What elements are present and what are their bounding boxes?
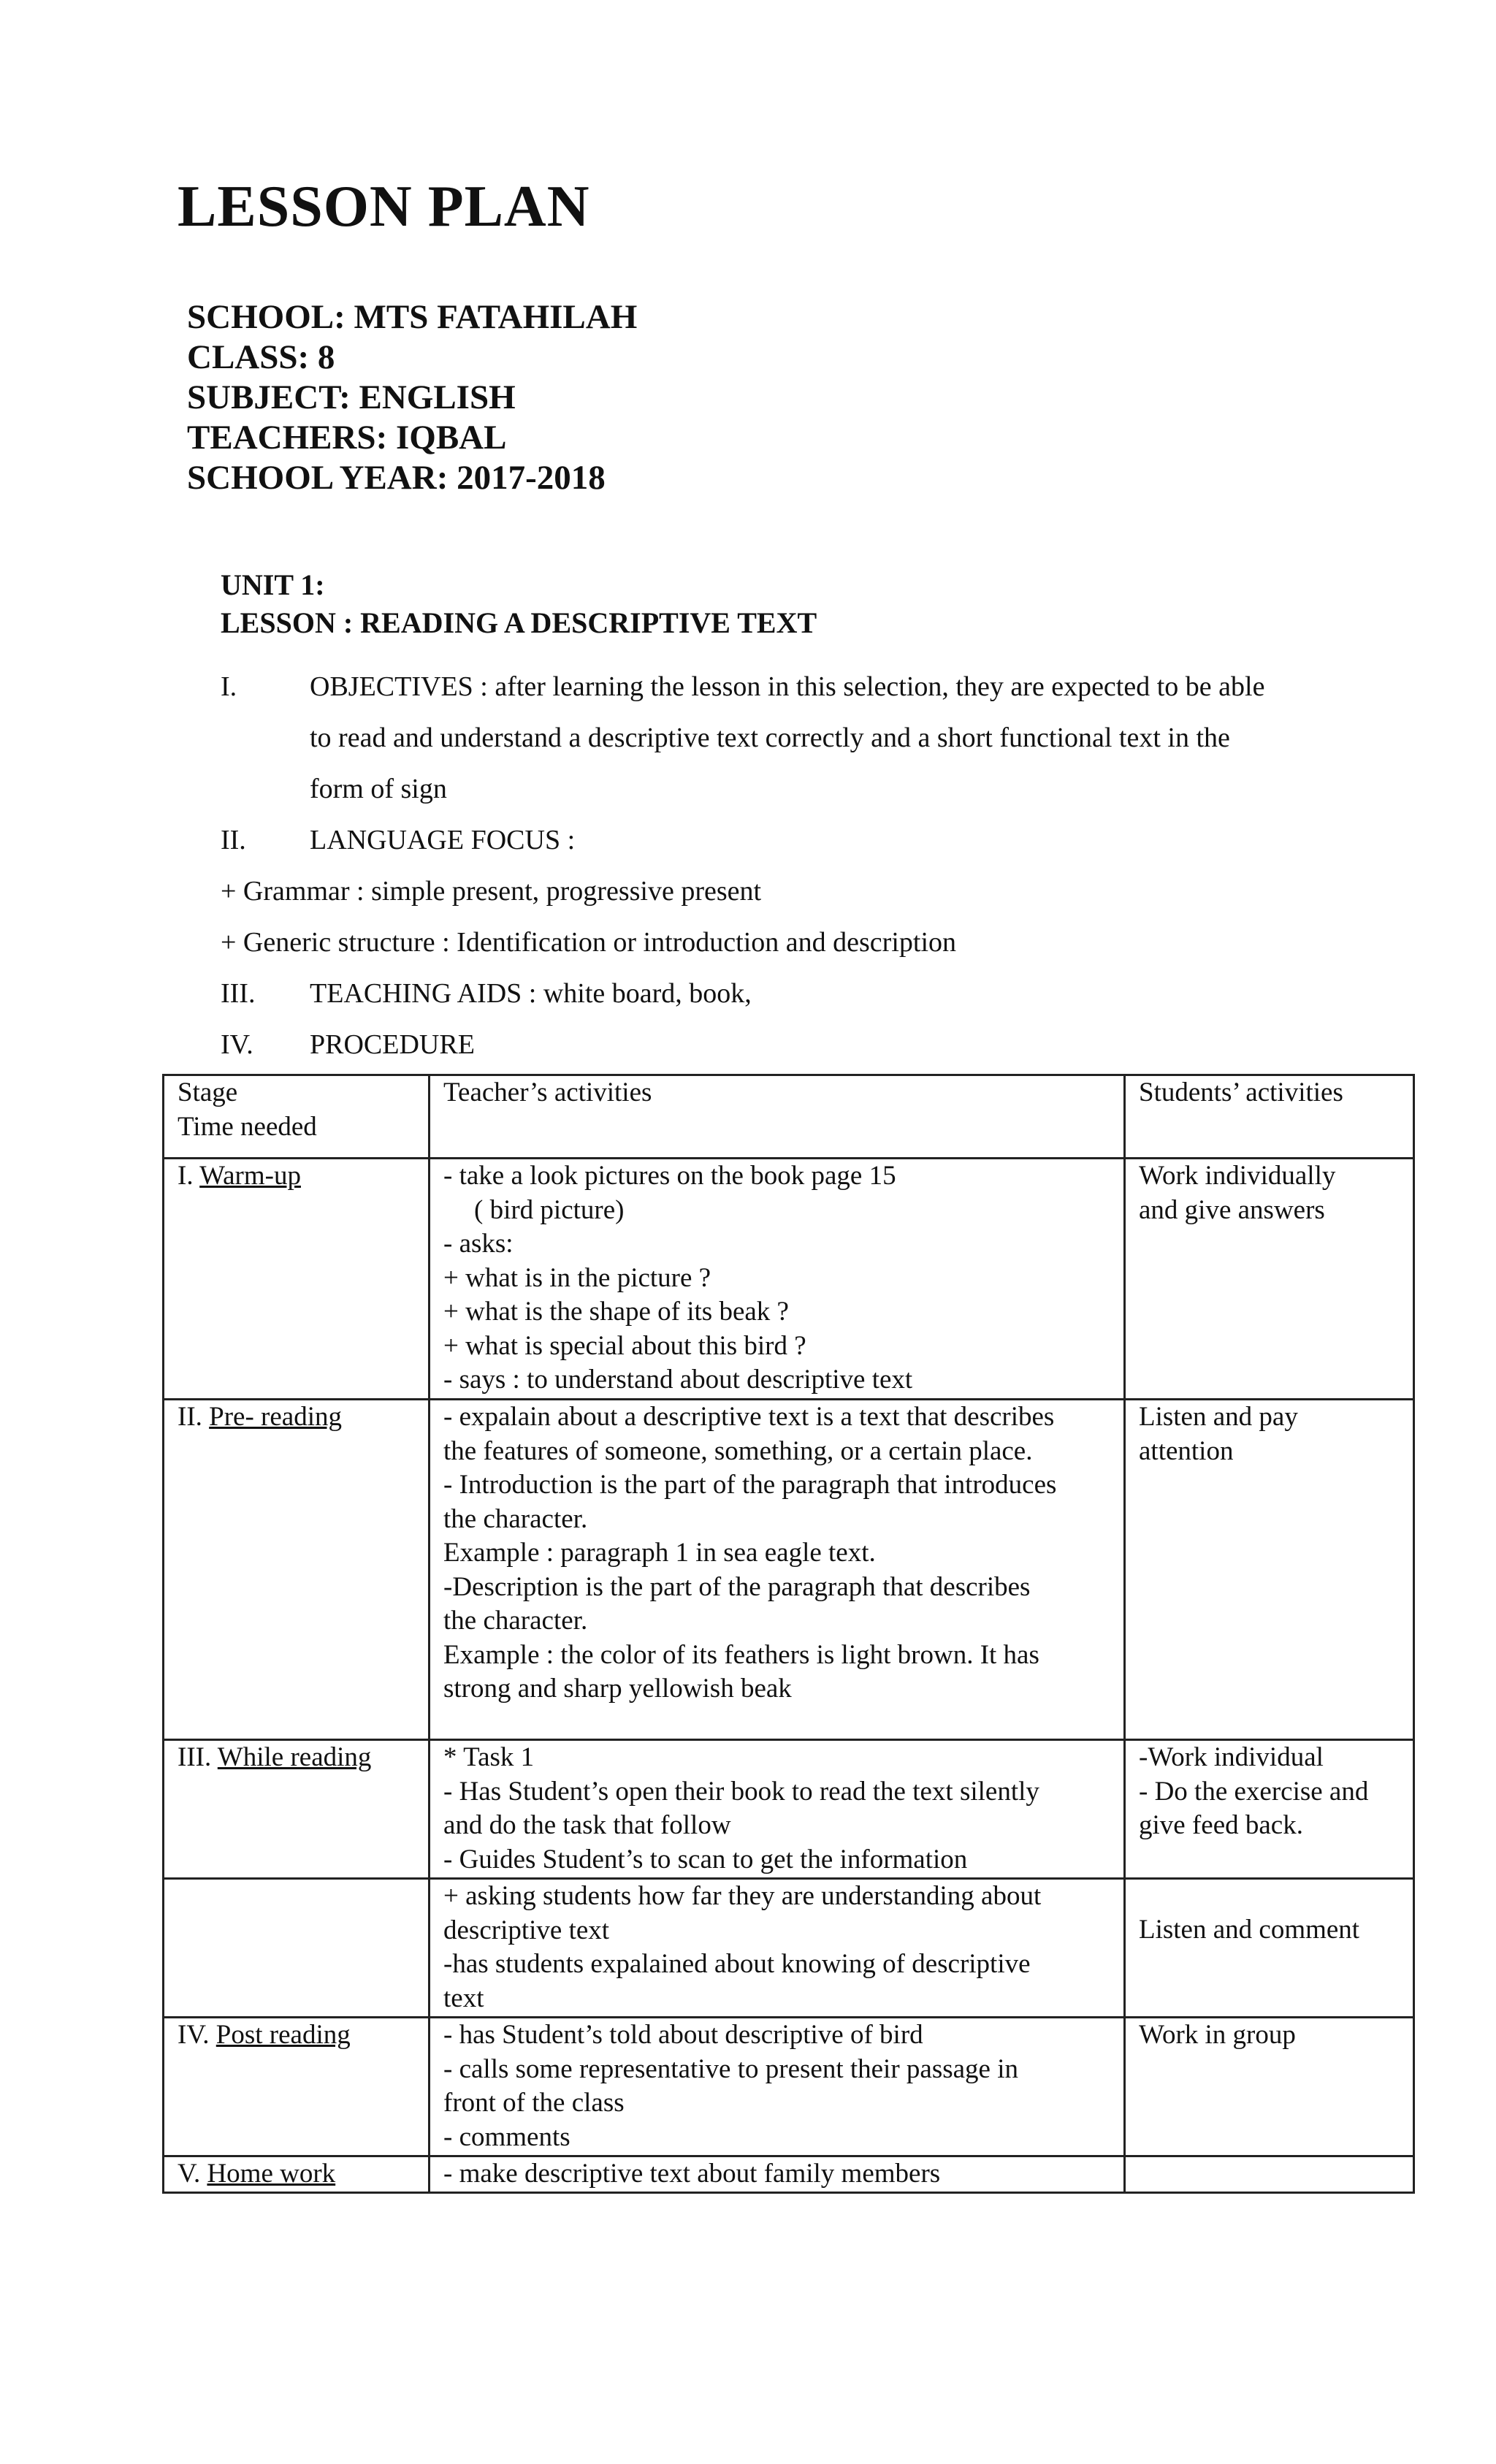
- stage-number: V.: [178, 2159, 207, 2189]
- teacher-activities-cell: [430, 2018, 1125, 2156]
- table-header-row: [164, 1075, 1414, 1159]
- student-activity-line: and give answers: [1139, 1194, 1325, 1225]
- objectives-number: I.: [221, 671, 237, 702]
- teacher-activity-line: * Task 1: [443, 1742, 535, 1772]
- student-activity-line: give feed back.: [1139, 1810, 1303, 1840]
- stage-name: While reading: [217, 1742, 372, 1772]
- student-activity-line: attention: [1139, 1435, 1234, 1466]
- unit-label: UNIT 1:: [221, 568, 325, 601]
- teacher-activity-line: the character.: [443, 1503, 588, 1534]
- table-row: [164, 1879, 1414, 2018]
- stage-cell: [164, 2018, 430, 2156]
- teacher-activity-line: the character.: [443, 1606, 588, 1636]
- students-activities-cell: [1125, 2156, 1414, 2193]
- teacher-activities-cell: [430, 2156, 1125, 2193]
- table-row: [164, 2018, 1414, 2156]
- stage-number: II.: [178, 1402, 210, 1432]
- stage-number: III.: [178, 1742, 218, 1772]
- students-activities-cell: [1125, 1159, 1414, 1400]
- stage-cell: [164, 1400, 430, 1740]
- procedure-label: PROCEDURE: [310, 1029, 475, 1060]
- teacher-activity-line: - Has Student’s open their book to read the text silently: [443, 1776, 1039, 1807]
- grammar-line: + Grammar : simple present, progressive present: [221, 876, 762, 907]
- teaching-aids-line: TEACHING AIDS : white board, book,: [310, 978, 752, 1009]
- teacher-activity-line: Example : the color of its feathers is light brown. It has: [443, 1639, 1039, 1670]
- student-activity-line: Listen and comment: [1139, 1915, 1360, 1945]
- unit-heading: [221, 566, 817, 642]
- teacher-activity-line: -Description is the part of the paragraph that describes: [443, 1571, 1031, 1602]
- language-focus-label: LANGUAGE FOCUS :: [310, 825, 576, 855]
- teaching-aids-number: III.: [221, 978, 256, 1009]
- teacher-activity-line: strong and sharp yellowish beak: [443, 1674, 792, 1704]
- stage-name: Home work: [207, 2159, 336, 2189]
- teacher-activity-line: + what is the shape of its beak ?: [443, 1297, 789, 1327]
- teacher-activity-line: front of the class: [443, 2088, 625, 2118]
- objectives-line-3: form of sign: [310, 774, 447, 804]
- teacher-activities-cell: [430, 1740, 1125, 1879]
- students-activities-cell: [1125, 1740, 1414, 1879]
- table-row: [164, 1740, 1414, 1879]
- table-row: [164, 1400, 1414, 1740]
- teacher-activity-line: - has Student’s told about descriptive of bird: [443, 2020, 923, 2050]
- teacher-activities-header: Teacher’s activities: [443, 1077, 652, 1107]
- teacher-activity-line: + asking students how far they are understanding about: [443, 1881, 1042, 1911]
- generic-structure-line: + Generic structure : Identification or introduction and description: [221, 927, 956, 958]
- language-focus-number: II.: [221, 825, 246, 855]
- subject-info: SUBJECT: ENGLISH: [187, 378, 516, 416]
- teacher-activities-cell: [430, 1400, 1125, 1740]
- teacher-activity-line: - asks:: [443, 1229, 514, 1259]
- objectives-line-1: OBJECTIVES : after learning the lesson in this selection, they are expected to be able: [310, 671, 1265, 702]
- stage-number: I.: [178, 1161, 200, 1191]
- procedure-number: IV.: [221, 1029, 253, 1060]
- teacher-activity-line: - Introduction is the part of the paragraph that introduces: [443, 1470, 1057, 1500]
- class-info: CLASS: 8: [187, 338, 335, 376]
- teacher-activity-line: - make descriptive text about family members: [443, 2159, 941, 2189]
- teacher-activity-line: - Guides Student’s to scan to get the information: [443, 1844, 968, 1874]
- teacher-activity-line: - take a look pictures on the book page 15: [443, 1161, 896, 1191]
- teacher-activities-cell: [430, 1159, 1125, 1400]
- teacher-activity-line: - comments: [443, 2121, 570, 2152]
- teacher-activities-cell: [430, 1879, 1125, 2018]
- teacher-activity-line: ( bird picture): [474, 1194, 625, 1225]
- students-activities-cell: [1125, 2018, 1414, 2156]
- stage-number: IV.: [178, 2020, 216, 2050]
- student-activity-line: - Do the exercise and: [1139, 1776, 1369, 1807]
- teacher-activity-line: + what is in the picture ?: [443, 1262, 711, 1293]
- school-name: SCHOOL: MTS FATAHILAH: [187, 298, 638, 336]
- stage-header-cell: [164, 1075, 430, 1159]
- page-title: LESSON PLAN: [178, 175, 590, 239]
- teacher-header-cell: [430, 1075, 1125, 1159]
- table-row: [164, 1159, 1414, 1400]
- students-header-cell: [1125, 1075, 1414, 1159]
- stage-cell: [164, 2156, 430, 2193]
- students-activities-header: Students’ activities: [1139, 1077, 1343, 1107]
- teacher-activity-line: and do the task that follow: [443, 1810, 731, 1840]
- teacher-activity-line: - calls some representative to present their passage in: [443, 2053, 1018, 2084]
- teacher-activity-line: descriptive text: [443, 1915, 610, 1945]
- student-activity-line: Work in group: [1139, 2020, 1296, 2050]
- teacher-activity-line: text: [443, 1983, 484, 2013]
- stage-cell: [164, 1159, 430, 1400]
- stage-cell: [164, 1740, 430, 1879]
- students-activities-cell: [1125, 1400, 1414, 1740]
- teacher-activity-line: -has students expalained about knowing of descriptive: [443, 1949, 1031, 1979]
- stage-cell: [164, 1879, 430, 2018]
- school-year-info: SCHOOL YEAR: 2017-2018: [187, 459, 606, 497]
- stage-header: Stage: [178, 1077, 238, 1107]
- stage-name: Warm-up: [199, 1161, 301, 1191]
- teacher-activity-line: - expalain about a descriptive text is a text that describes: [443, 1402, 1055, 1432]
- stage-name: Post reading: [215, 2020, 351, 2050]
- objectives-line-2: to read and understand a descriptive text correctly and a short functional text in the: [310, 722, 1230, 753]
- time-needed-header: Time needed: [178, 1111, 317, 1142]
- students-activities-cell: [1125, 1879, 1414, 2018]
- table-row: [164, 2156, 1414, 2193]
- teacher-activity-line: + what is special about this bird ?: [443, 1330, 806, 1361]
- lesson-label: LESSON : READING A DESCRIPTIVE TEXT: [221, 606, 817, 639]
- stage-name: Pre- reading: [209, 1402, 342, 1432]
- teacher-activity-line: Example : paragraph 1 in sea eagle text.: [443, 1538, 876, 1568]
- student-activity-line: -Work individual: [1139, 1742, 1324, 1772]
- student-activity-line: Work individually: [1139, 1161, 1336, 1191]
- teacher-info: TEACHERS: IQBAL: [187, 419, 507, 457]
- student-activity-line: Listen and pay: [1139, 1402, 1298, 1432]
- teacher-activity-line: the features of someone, something, or a certain place.: [443, 1435, 1033, 1466]
- procedure-table: [162, 1074, 1415, 2194]
- teacher-activity-line: - says : to understand about descriptive text: [443, 1365, 913, 1395]
- school-info: [187, 297, 637, 498]
